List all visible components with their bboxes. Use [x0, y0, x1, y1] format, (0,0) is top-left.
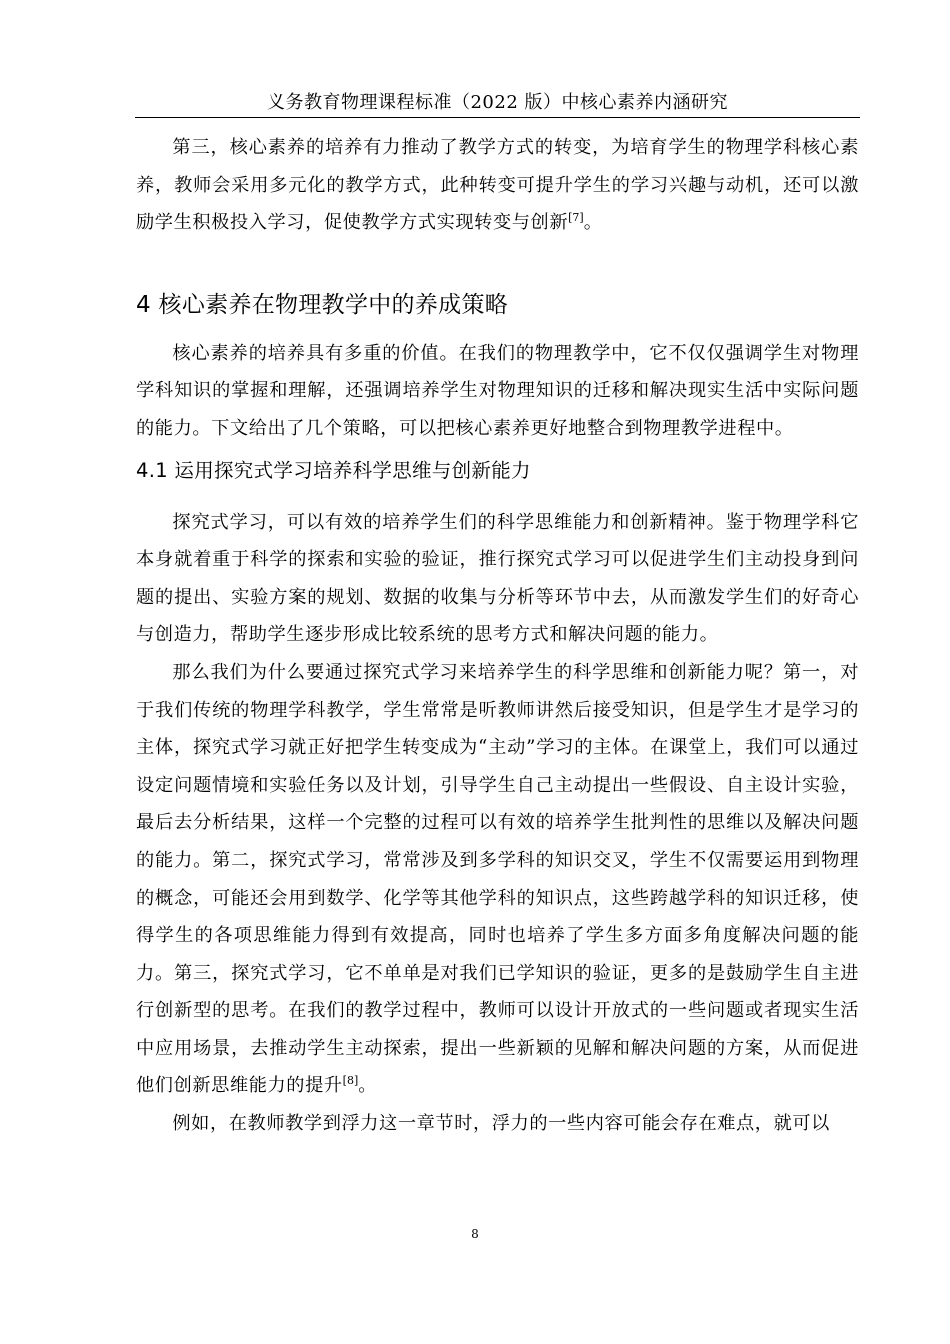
- paragraph-tail: 。: [583, 212, 603, 234]
- running-header: 义务教育物理课程标准（2022 版）中核心素养内涵研究: [266, 92, 729, 113]
- citation-8[interactable]: [8]: [342, 1074, 359, 1088]
- buoyancy-example-paragraph: 例如，在教师教学到浮力这一章节时，浮力的一些内容可能会存在难点，就可以: [172, 1113, 830, 1135]
- section-4-intro-paragraph: 核心素养的培养具有多重的价值。在我们的物理教学中，它不仅仅强调学生对物理学科知识的掌握和理解，还强调培养学生对物理知识的迁移和解决现实生活中实际问题的能力。下文给出了几个策略，可以把核心素养更好地整合到物理教学进程中。: [136, 342, 859, 439]
- section-4-heading: 4 核心素养在物理教学中的养成策略: [136, 291, 509, 318]
- page-body: [136, 129, 859, 1143]
- citation-7[interactable]: [7]: [568, 211, 584, 225]
- page-number: 8: [471, 1227, 479, 1241]
- paragraph-text: 第三，核心素养的培养有力推动了教学方式的转变，为培育学生的物理学科核心素养，教师会采用多元化的教学方式，此种转变可提升学生的学习兴趣与动机，还可以激励学生积极投入学习，促使教学方式实现转变与创新: [136, 137, 859, 234]
- inquiry-learning-paragraph: 探究式学习，可以有效的培养学生们的科学思维能力和创新精神。鉴于物理学科它本身就着重于科学的探索和实验的验证，推行探究式学习可以促进学生们主动投身到问题的提出、实验方案的规划、数据的收集与分析等环节中去，从而激发学生们的好奇心与创造力，帮助学生逐步形成比较系统的思考方式和解决问题的能力。: [136, 511, 859, 646]
- paragraph-teaching-transformation: [136, 129, 859, 242]
- inquiry-reasons-paragraph: [136, 654, 859, 1105]
- paragraph-tail: 。: [358, 1075, 378, 1097]
- header-rule: [135, 117, 860, 118]
- section-4-1-heading: 4.1 运用探究式学习培养科学思维与创新能力: [136, 458, 531, 482]
- paragraph-text: 那么我们为什么要通过探究式学习来培养学生的科学思维和创新能力呢？第一，对于我们传统的物理学科教学，学生常常是听教师讲然后接受知识，但是学生才是学习的主体，探究式学习就正好把学生转变成为“主动”学习的主体。在课堂上，我们可以通过设定问题情境和实验任务以及计划，引导学生自己主动提出一些假设、自主设计实验，最后去分析结果，这样一个完整的过程可以有效的培养学生批判性的思维以及解决问题的能力。第二，探究式学习，常常涉及到多学科的知识交叉，学生不仅需要运用到物理的概念，可能还会用到数学、化学等其他学科的知识点，这些跨越学科的知识迁移，使得学生的各项思维能力得到有效提高，同时也培养了学生多方面多角度解决问题的能力。第三，探究式学习，它不单单是对我们已学知识的验证，更多的是鼓励学生自主进行创新型的思考。在我们的教学过程中，教师可以设计开放式的一些问题或者现实生活中应用场景，去推动学生主动探索，提出一些新颖的见解和解决问题的方案，从而促进他们创新思维能力的提升: [136, 661, 859, 1097]
